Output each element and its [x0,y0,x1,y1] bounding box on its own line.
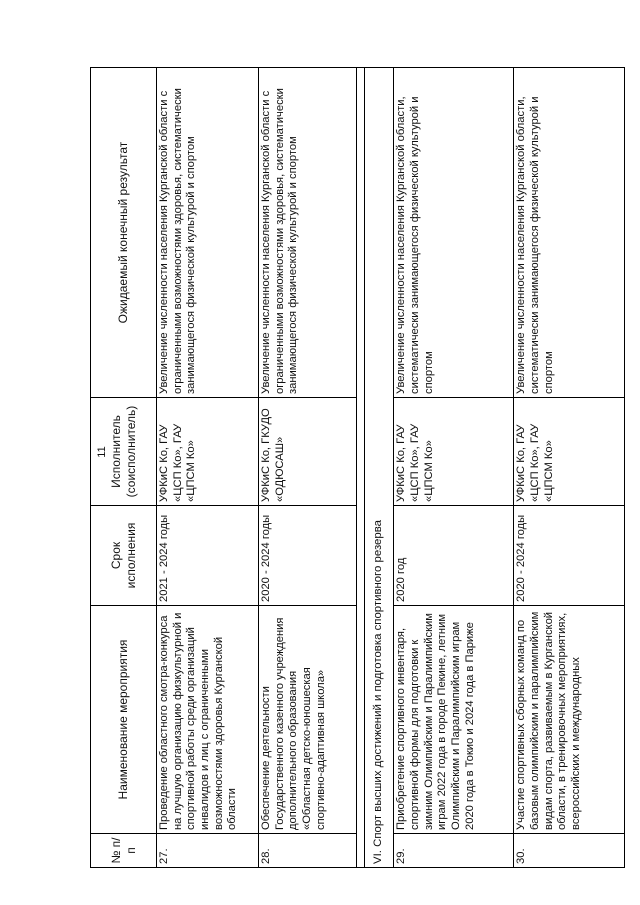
header-num: № п/п [91,834,157,868]
header-term: Срок исполнения [91,506,157,606]
table-row [259,68,357,868]
row-term: 2020 год [394,506,514,606]
row-name: Участие спортивных сборных команд по базовым олимпийским и паралимпийским видам спорта, развиваемым в Курганской области, в тренировочных мероприятиях, всероссийских и международных [514,606,625,834]
header-row [91,68,157,868]
row-executor: УФКиС Ко, ГКУДО «ОДЮСАШ» [259,398,357,506]
activities-table [90,67,625,868]
spacer-cell [357,68,365,868]
row-executor: УФКиС Ко, ГАУ «ЦСП Ко», ГАУ «ЦПСМ Ко» [514,398,625,506]
page-number: 11 [96,446,108,458]
row-term: 2020 - 2024 годы [514,506,625,606]
table-row [514,68,625,868]
section-row [365,68,394,868]
row-result: Увеличение численности населения Курганской области, систематически занимающегося физической культурой и спортом [514,68,625,398]
row-term: 2021 - 2024 годы [157,506,259,606]
row-num: 29. [394,834,514,868]
row-executor: УФКиС Ко, ГАУ «ЦСП Ко», ГАУ «ЦПСМ Ко» [394,398,514,506]
table-row [394,68,514,868]
header-executor: Исполнитель (соисполнитель) [91,398,157,506]
row-result: Увеличение численности населения Курганской области, систематически занимающегося физической культурой и спортом [394,68,514,398]
rotated-page [90,68,625,868]
header-result: Ожидаемый конечный результат [91,68,157,398]
row-num: 30. [514,834,625,868]
section-title: VI. Спорт высших достижений и подготовка спортивного резерва [365,68,394,868]
row-executor: УФКиС Ко, ГАУ «ЦСП Ко», ГАУ «ЦПСМ Ко» [157,398,259,506]
row-name: Обеспечение деятельности Государственного казенного учреждения дополнительного образования «Областная детско-юношеская спортивно-адаптивная школа» [259,606,357,834]
row-term: 2020 - 2024 годы [259,506,357,606]
row-result: Увеличение численности населения Курганской области с ограниченными возможностями здоровья, систематически занимающегося физической культурой и спортом [157,68,259,398]
row-name: Проведение областного смотра-конкурса на лучшую организацию физкультурной и спортивной работы среди организаций инвалидов и лиц с ограниченными возможностями здоровья Курганской области [157,606,259,834]
row-result: Увеличение численности населения Курганской области с ограниченными возможностями здоровья, систематически занимающегося физической культурой и спортом [259,68,357,398]
table-row [157,68,259,868]
spacer-row [357,68,365,868]
row-num: 28. [259,834,357,868]
header-name: Наименование мероприятия [91,606,157,834]
row-num: 27. [157,834,259,868]
row-name: Приобретение спортивного инвентаря, спортивной формы для подготовки к зимним Олимпийским и Паралимпийским играм 2022 года в городе Пекине, летним Олимпийским и Паралимпийским играм 2020 года в Токио и 2024 года в Париже [394,606,514,834]
